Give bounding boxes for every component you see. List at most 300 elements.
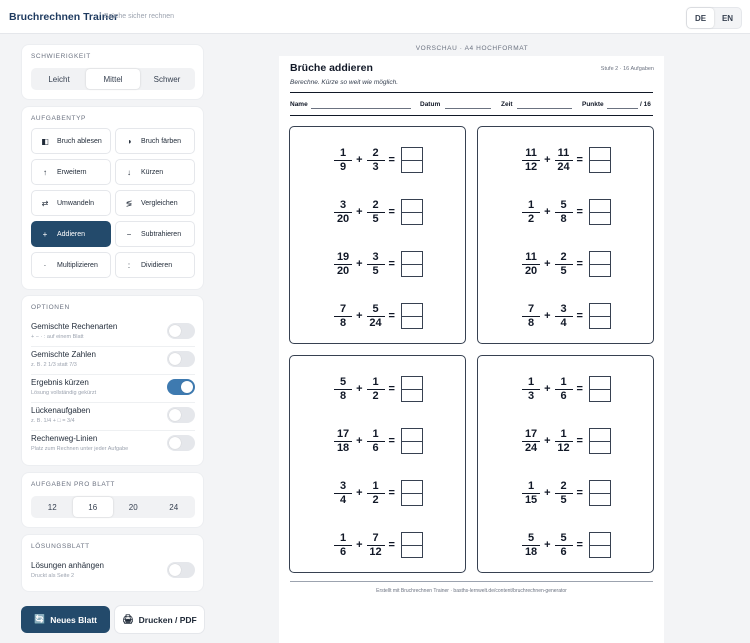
answer-box (589, 303, 611, 329)
numerator: 2 (560, 479, 567, 492)
numerator: 1 (528, 375, 535, 388)
equals-sign: = (576, 487, 583, 499)
answer-numerator-slot (590, 533, 610, 545)
task-type-arrow-up-button[interactable] (31, 159, 111, 185)
option-description: Lösung vollständig gekürzt (31, 390, 97, 396)
answer-numerator-slot (590, 429, 610, 441)
equals-sign: = (576, 310, 583, 322)
multiply-icon: · (43, 260, 47, 270)
fraction-b (367, 148, 385, 173)
numerator: 3 (340, 198, 347, 211)
option-toggle[interactable] (167, 379, 195, 395)
arrow-down-icon: ↓ (127, 167, 131, 177)
time-field-label: Zeit (501, 101, 513, 108)
option-label: Gemischte Rechenarten (31, 322, 118, 331)
denominator: 12 (524, 160, 538, 173)
worksheet-title: Brüche addieren (290, 62, 373, 74)
fraction-b (555, 148, 573, 173)
solution-attach-label: Lösungen anhängen (31, 561, 104, 570)
problem-row (478, 369, 655, 409)
per-sheet-title: AUFGABEN PRO BLATT (31, 481, 115, 488)
denominator: 20 (336, 264, 350, 277)
answer-denominator-slot (590, 264, 610, 277)
answer-box (589, 480, 611, 506)
problem-row (290, 296, 467, 336)
answer-denominator-slot (402, 212, 422, 225)
app-header (0, 0, 750, 34)
denominator: 18 (524, 545, 538, 558)
per-sheet-16-button[interactable]: 16 (73, 497, 114, 517)
solution-attach-sub: Druckt als Seite 2 (31, 573, 75, 579)
difficulty-medium-button[interactable]: Mittel (86, 69, 140, 89)
fraction-a (522, 429, 540, 454)
answer-box (589, 147, 611, 173)
answer-numerator-slot (402, 200, 422, 212)
fraction-a (334, 481, 352, 506)
fraction-read-icon: ◧ (41, 136, 49, 146)
answer-denominator-slot (402, 389, 422, 402)
numerator: 11 (525, 146, 537, 159)
numerator: 5 (560, 198, 567, 211)
answer-denominator-slot (590, 316, 610, 329)
language-de-button[interactable]: DE (687, 8, 714, 28)
option-description: Platz zum Rechnen unter jeder Aufgabe (31, 446, 129, 452)
numerator: 5 (560, 531, 567, 544)
problem-row (290, 244, 467, 284)
denominator: 3 (528, 389, 535, 402)
task-type-label: Bruch färben (141, 137, 182, 145)
answer-box (589, 251, 611, 277)
option-row (31, 376, 195, 403)
convert-icon: ⇄ (41, 198, 49, 208)
fraction-a (522, 148, 540, 173)
fraction-a (522, 533, 540, 558)
numerator: 1 (528, 198, 535, 211)
plus-operator: + (356, 487, 363, 499)
numerator: 7 (372, 531, 379, 544)
answer-numerator-slot (590, 252, 610, 264)
fraction-a (334, 533, 352, 558)
answer-numerator-slot (590, 148, 610, 160)
task-type-label: Bruch ablesen (57, 137, 102, 145)
equals-sign: = (388, 154, 395, 166)
task-type-label: Subtrahieren (141, 230, 182, 238)
fraction-a (334, 304, 352, 329)
plus-operator: + (356, 310, 363, 322)
equals-sign: = (388, 539, 395, 551)
toggle-knob (169, 437, 181, 449)
denominator: 5 (372, 212, 379, 225)
toggle-knob (169, 353, 181, 365)
answer-numerator-slot (402, 533, 422, 545)
name-field-line (311, 108, 411, 109)
equals-sign: = (576, 206, 583, 218)
option-row (31, 404, 195, 431)
equals-sign: = (576, 154, 583, 166)
difficulty-card (22, 45, 203, 99)
plus-operator: + (544, 487, 551, 499)
answer-box (589, 428, 611, 454)
task-type-divide-button[interactable] (115, 252, 195, 278)
plus-operator: + (544, 310, 551, 322)
answer-numerator-slot (402, 304, 422, 316)
preview-caption: VORSCHAU · A4 HOCHFORMAT (415, 45, 529, 52)
numerator: 7 (340, 302, 347, 315)
denominator: 6 (372, 441, 379, 454)
points-total: / 16 (640, 101, 651, 108)
option-label: Gemischte Zahlen (31, 350, 96, 359)
equals-sign: = (388, 435, 395, 447)
task-type-fraction-read-button[interactable] (31, 128, 111, 154)
name-field-label: Name (290, 101, 308, 108)
problem-group (477, 355, 654, 573)
numerator: 5 (372, 302, 379, 315)
plus-operator: + (356, 435, 363, 447)
answer-numerator-slot (590, 377, 610, 389)
option-toggle[interactable] (167, 323, 195, 339)
denominator: 5 (372, 264, 379, 277)
problem-row (290, 473, 467, 513)
task-type-fraction-color-button[interactable] (115, 128, 195, 154)
toggle-knob (169, 325, 181, 337)
denominator: 15 (524, 493, 538, 506)
fraction-b (555, 252, 573, 277)
denominator: 4 (340, 493, 347, 506)
denominator: 24 (557, 160, 570, 173)
solution-attach-toggle[interactable] (167, 562, 195, 578)
language-switch (686, 7, 742, 29)
points-field-line (607, 108, 638, 109)
per-sheet-20-button[interactable]: 20 (128, 502, 138, 512)
new-sheet-label: Neues Blatt (50, 614, 97, 625)
problem-row (478, 140, 655, 180)
denominator: 8 (560, 212, 567, 225)
answer-box (589, 199, 611, 225)
denominator: 2 (372, 389, 379, 402)
option-label: Lückenaufgaben (31, 406, 91, 415)
answer-numerator-slot (590, 304, 610, 316)
task-type-compare-button[interactable] (115, 190, 195, 216)
denominator: 3 (372, 160, 379, 173)
option-toggle[interactable] (167, 407, 195, 423)
numerator: 3 (372, 250, 379, 263)
equals-sign: = (388, 383, 395, 395)
fraction-b (367, 481, 385, 506)
task-type-arrow-down-button[interactable] (115, 159, 195, 185)
fraction-a (334, 377, 352, 402)
printer-icon: 🖨 (122, 614, 134, 624)
problem-row (478, 473, 655, 513)
answer-box (401, 147, 423, 173)
divide-icon: : (127, 260, 131, 270)
denominator: 2 (372, 493, 379, 506)
time-field-line (517, 108, 572, 109)
per-sheet-selector (31, 496, 195, 518)
denominator: 6 (340, 545, 347, 558)
problem-row (290, 525, 467, 565)
problem-row (478, 421, 655, 461)
numerator: 11 (525, 250, 537, 263)
worksheet-meta: Stufe 2 · 16 Aufgaben (600, 66, 654, 72)
numerator: 11 (557, 146, 570, 159)
task-type-card (22, 107, 203, 289)
numerator: 17 (336, 427, 350, 440)
numerator: 5 (340, 375, 347, 388)
plus-operator: + (356, 206, 363, 218)
problem-row (478, 192, 655, 232)
numerator: 1 (560, 375, 567, 388)
answer-box (401, 428, 423, 454)
denominator: 4 (560, 316, 567, 329)
equals-sign: = (576, 258, 583, 270)
numerator: 1 (372, 427, 379, 440)
denominator: 2 (528, 212, 535, 225)
fraction-b (367, 252, 385, 277)
worksheet-preview (279, 56, 664, 643)
difficulty-selector (31, 68, 195, 90)
denominator: 8 (340, 389, 347, 402)
per-sheet-24-button[interactable]: 24 (169, 502, 179, 512)
refresh-icon: 🔄 (34, 614, 46, 624)
problem-group (477, 126, 654, 344)
denominator: 5 (560, 264, 567, 277)
arrow-up-icon: ↑ (43, 167, 47, 177)
task-type-convert-button[interactable] (31, 190, 111, 216)
task-type-title: AUFGABENTYP (31, 115, 86, 122)
task-type-label: Erweitern (57, 168, 87, 176)
answer-denominator-slot (590, 160, 610, 173)
task-type-label: Vergleichen (141, 199, 178, 207)
answer-numerator-slot (590, 481, 610, 493)
per-sheet-card (22, 473, 203, 527)
answer-denominator-slot (590, 545, 610, 558)
answer-box (401, 376, 423, 402)
problem-row (290, 140, 467, 180)
task-type-label: Multiplizieren (57, 261, 98, 269)
worksheet-footer: Erstellt mit Bruchrechnen Trainer · basths-lernwelt.de/content/bruchrechnen-generator (376, 588, 567, 594)
option-toggle[interactable] (167, 435, 195, 451)
task-type-label: Kürzen (141, 168, 164, 176)
answer-denominator-slot (590, 389, 610, 402)
answer-numerator-slot (402, 252, 422, 264)
toggle-knob (181, 381, 193, 393)
plus-operator: + (544, 206, 551, 218)
problem-row (478, 525, 655, 565)
option-label: Ergebnis kürzen (31, 378, 89, 387)
numerator: 5 (528, 531, 535, 544)
answer-denominator-slot (402, 264, 422, 277)
answer-numerator-slot (402, 481, 422, 493)
option-description: + − · : auf einem Blatt (31, 334, 84, 340)
option-row (31, 348, 195, 375)
solution-sheet-title: LÖSUNGSBLATT (31, 543, 90, 550)
fraction-a (522, 252, 540, 277)
fraction-b (367, 304, 385, 329)
fraction-b (555, 304, 573, 329)
task-type-label: Umwandeln (57, 199, 94, 207)
numerator: 1 (372, 375, 379, 388)
equals-sign: = (388, 206, 395, 218)
numerator: 1 (528, 479, 535, 492)
fraction-b (555, 200, 573, 225)
denominator: 20 (524, 264, 538, 277)
fraction-b (367, 377, 385, 402)
answer-box (589, 532, 611, 558)
equals-sign: = (576, 435, 583, 447)
fraction-a (334, 252, 352, 277)
answer-numerator-slot (402, 429, 422, 441)
worksheet-instruction: Berechne. Kürze so weit wie möglich. (290, 79, 399, 86)
toggle-knob (169, 409, 181, 421)
print-button[interactable] (115, 606, 204, 633)
answer-box (401, 480, 423, 506)
option-toggle[interactable] (167, 351, 195, 367)
answer-denominator-slot (402, 316, 422, 329)
task-type-plus-button[interactable] (31, 221, 111, 247)
answer-numerator-slot (402, 148, 422, 160)
plus-operator: + (356, 258, 363, 270)
equals-sign: = (388, 258, 395, 270)
answer-denominator-slot (402, 545, 422, 558)
option-label: Rechenweg-Linien (31, 434, 98, 443)
equals-sign: = (576, 383, 583, 395)
task-type-label: Dividieren (141, 261, 173, 269)
fraction-b (555, 481, 573, 506)
fraction-a (522, 200, 540, 225)
problem-row (290, 421, 467, 461)
toggle-knob (169, 564, 181, 576)
denominator: 6 (560, 389, 567, 402)
numerator: 2 (372, 146, 379, 159)
difficulty-title: SCHWIERIGKEIT (31, 53, 91, 60)
fraction-a (334, 148, 352, 173)
numerator: 2 (372, 198, 379, 211)
fraction-b (367, 533, 385, 558)
option-row (31, 432, 195, 459)
problem-group (289, 126, 466, 344)
numerator: 19 (336, 250, 350, 263)
minus-icon: − (126, 229, 132, 239)
problem-row (478, 244, 655, 284)
options-card (22, 296, 203, 465)
solution-attach-row (31, 559, 195, 586)
fields-rule (290, 115, 653, 116)
answer-denominator-slot (402, 160, 422, 173)
equals-sign: = (576, 539, 583, 551)
denominator: 6 (560, 545, 567, 558)
denominator: 5 (560, 493, 567, 506)
plus-icon: + (42, 229, 48, 239)
difficulty-easy-button[interactable]: Leicht (48, 74, 70, 84)
fraction-a (522, 377, 540, 402)
numerator: 3 (560, 302, 567, 315)
print-label: Drucken / PDF (138, 614, 197, 625)
task-type-multiply-button[interactable] (31, 252, 111, 278)
plus-operator: + (356, 383, 363, 395)
numerator: 2 (560, 250, 567, 263)
fraction-color-icon: ◑ (126, 136, 132, 146)
per-sheet-12-button[interactable]: 12 (47, 502, 57, 512)
numerator: 3 (340, 479, 347, 492)
fraction-a (334, 200, 352, 225)
problem-row (290, 192, 467, 232)
numerator: 7 (528, 302, 535, 315)
answer-box (401, 303, 423, 329)
answer-box (401, 199, 423, 225)
compare-icon: ≶ (125, 198, 133, 208)
plus-operator: + (544, 539, 551, 551)
answer-denominator-slot (402, 441, 422, 454)
option-description: z. B. 1/4 + □ = 3/4 (31, 418, 75, 424)
task-type-grid (31, 128, 195, 278)
difficulty-hard-button[interactable]: Schwer (153, 74, 181, 84)
equals-sign: = (388, 310, 395, 322)
points-field-label: Punkte (582, 101, 604, 108)
fraction-b (367, 200, 385, 225)
option-row (31, 320, 195, 347)
plus-operator: + (544, 258, 551, 270)
problem-row (478, 296, 655, 336)
app-subtitle: Brüche sicher rechnen (104, 13, 175, 20)
header-rule (290, 92, 653, 93)
denominator: 12 (557, 441, 570, 454)
denominator: 9 (340, 160, 347, 173)
fraction-b (555, 377, 573, 402)
numerator: 1 (560, 427, 567, 440)
denominator: 8 (528, 316, 535, 329)
footer-rule (290, 581, 653, 582)
language-en-button[interactable]: EN (721, 13, 734, 23)
fraction-a (522, 481, 540, 506)
task-type-label: Addieren (57, 230, 86, 238)
answer-numerator-slot (590, 200, 610, 212)
answer-denominator-slot (402, 493, 422, 506)
plus-operator: + (544, 154, 551, 166)
fraction-a (334, 429, 352, 454)
fraction-b (367, 429, 385, 454)
denominator: 18 (336, 441, 350, 454)
denominator: 8 (340, 316, 347, 329)
equals-sign: = (388, 487, 395, 499)
numerator: 1 (340, 531, 347, 544)
plus-operator: + (356, 539, 363, 551)
date-field-line (445, 108, 491, 109)
problem-row (290, 369, 467, 409)
answer-box (589, 376, 611, 402)
fraction-a (522, 304, 540, 329)
answer-denominator-slot (590, 493, 610, 506)
denominator: 20 (336, 212, 350, 225)
plus-operator: + (544, 383, 551, 395)
numerator: 17 (524, 427, 538, 440)
option-description: z. B. 2 1/3 statt 7/3 (31, 362, 77, 368)
solution-sheet-card (22, 535, 203, 591)
app-title: Bruchrechnen Trainer (9, 11, 119, 23)
denominator: 24 (369, 316, 382, 329)
new-sheet-button[interactable] (21, 606, 110, 633)
numerator: 1 (372, 479, 379, 492)
answer-box (401, 532, 423, 558)
denominator: 12 (369, 545, 382, 558)
task-type-minus-button[interactable] (115, 221, 195, 247)
plus-operator: + (544, 435, 551, 447)
answer-box (401, 251, 423, 277)
fraction-b (555, 533, 573, 558)
options-title: OPTIONEN (31, 304, 70, 311)
date-field-label: Datum (420, 101, 441, 108)
denominator: 24 (524, 441, 538, 454)
plus-operator: + (356, 154, 363, 166)
